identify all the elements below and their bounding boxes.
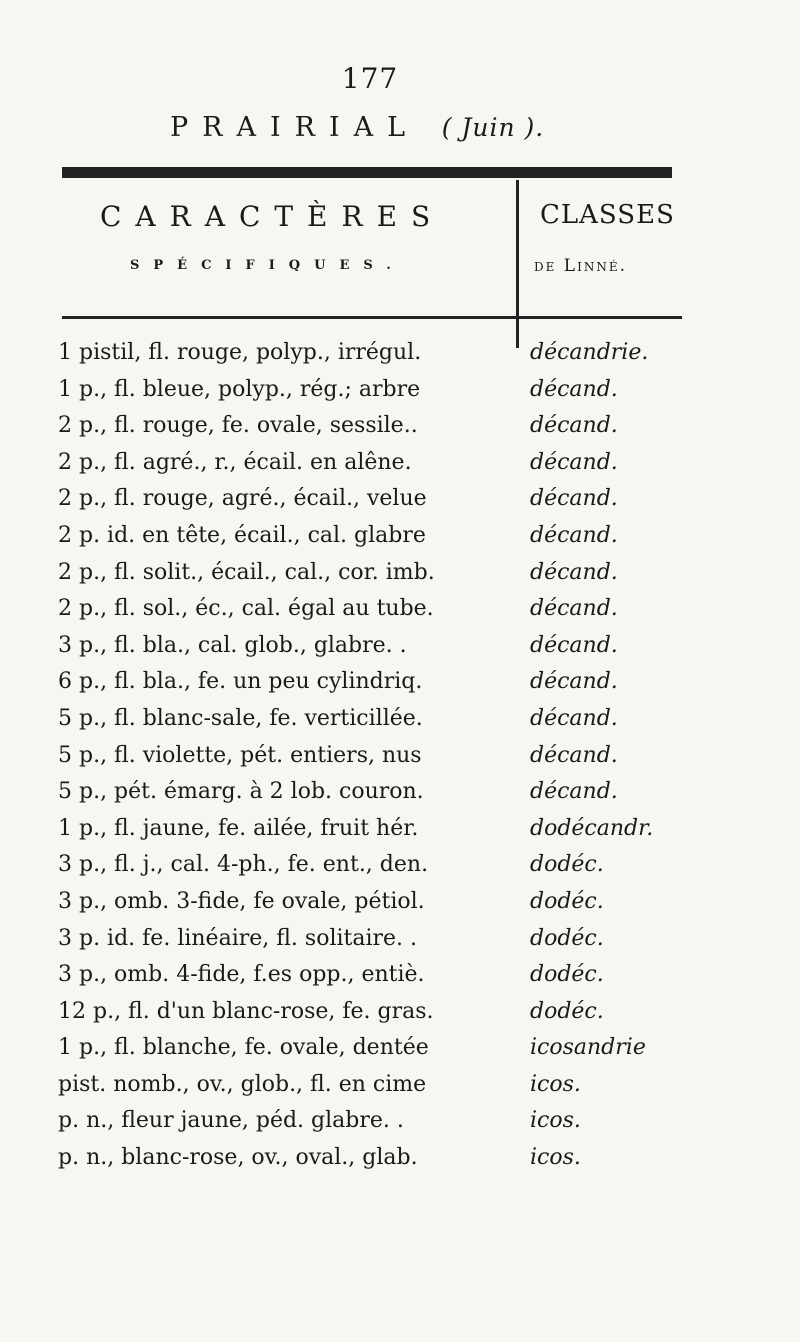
linnaean-class: décand. (530, 559, 618, 585)
list-item (58, 957, 698, 994)
entries-list (58, 335, 698, 1177)
linnaean-class: décand. (530, 742, 618, 768)
specific-character: 5 p., fl. violette, pét. entiers, nus (58, 742, 422, 768)
specific-character: 3 p. id. fe. linéaire, fl. solitaire. . (58, 925, 418, 951)
linnaean-class: décand. (530, 705, 618, 731)
header-classes: CLASSES (540, 200, 675, 230)
specific-character: 6 p., fl. bla., fe. un peu cylindriq. (58, 669, 423, 695)
month-gregorian: ( Juin ). (441, 113, 545, 142)
linnaean-class: icos. (530, 1145, 581, 1171)
specific-character: p. n., fleur jaune, péd. glabre. . (58, 1108, 404, 1134)
specific-character: pist. nomb., ov., glob., fl. en cime (58, 1071, 427, 1097)
linnaean-class: décandrie. (530, 340, 649, 365)
list-item (58, 738, 698, 775)
list-item (58, 555, 698, 592)
month-republican: PRAIRIAL (170, 112, 420, 143)
list-item (58, 372, 698, 409)
list-item (58, 811, 698, 848)
thick-rule (62, 167, 672, 178)
page-number: 177 (341, 62, 399, 95)
list-item (58, 884, 698, 921)
linnaean-class: décand. (530, 486, 618, 512)
list-item (58, 774, 698, 811)
specific-character: 3 p., omb. 4-fide, f.es opp., entiè. (58, 962, 425, 988)
linnaean-class: décand. (530, 669, 618, 695)
list-item (58, 591, 698, 628)
header-specifiques: SPÉCIFIQUES. (130, 258, 405, 273)
linnaean-class: décand. (530, 596, 618, 622)
list-item (58, 335, 698, 372)
list-item (58, 701, 698, 738)
linnaean-class: décand. (530, 376, 618, 402)
linnaean-class: icos. (530, 1108, 581, 1134)
specific-character: 2 p., fl. agré., r., écail. en alêne. (58, 449, 412, 475)
specific-character: 3 p., fl. j., cal. 4-ph., fe. ent., den. (58, 852, 429, 878)
list-item (58, 481, 698, 518)
specific-character: 2 p., fl. rouge, agré., écail., velue (58, 486, 427, 512)
specific-character: p. n., blanc-rose, ov., oval., glab. (58, 1145, 418, 1171)
linnaean-class: icosandrie (530, 1035, 646, 1061)
list-item (58, 664, 698, 701)
specific-character: 12 p., fl. d'un blanc-rose, fe. gras. (58, 998, 434, 1024)
specific-character: 2 p., fl. solit., écail., cal., cor. imb. (58, 559, 435, 585)
specific-character: 3 p., omb. 3-fide, fe ovale, pétiol. (58, 888, 425, 914)
list-item (58, 921, 698, 958)
list-item (58, 408, 698, 445)
linnaean-class: dodéc. (530, 998, 604, 1024)
linnaean-class: décand. (530, 779, 618, 805)
linnaean-class: dodéc. (530, 962, 604, 988)
linnaean-class: dodéc. (530, 925, 604, 951)
column-divider (516, 180, 519, 348)
linnaean-class: dodécandr. (530, 815, 654, 841)
list-item (58, 847, 698, 884)
list-item (58, 445, 698, 482)
list-item (58, 1030, 698, 1067)
specific-character: 5 p., pét. émarg. à 2 lob. couron. (58, 779, 424, 805)
specific-character: 1 p., fl. bleue, polyp., rég.; arbre (58, 376, 421, 402)
list-item (58, 628, 698, 665)
linnaean-class: décand. (530, 632, 618, 658)
linnaean-class: dodéc. (530, 888, 604, 914)
linnaean-class: décand. (530, 413, 618, 439)
specific-character: 2 p., fl. rouge, fe. ovale, sessile.. (58, 413, 418, 439)
list-item (58, 1140, 698, 1177)
header-de-linne: de Linné. (534, 256, 627, 276)
list-item (58, 518, 698, 555)
specific-character: 1 p., fl. blanche, fe. ovale, dentée (58, 1035, 429, 1061)
linnaean-class: décand. (530, 522, 618, 548)
specific-character: 2 p., fl. sol., éc., cal. égal au tube. (58, 596, 434, 622)
header-caracteres: CARACTÈRES (100, 200, 445, 233)
list-item (58, 1067, 698, 1104)
thin-rule (62, 316, 682, 319)
linnaean-class: icos. (530, 1071, 581, 1097)
linnaean-class: dodéc. (530, 852, 604, 878)
list-item (58, 994, 698, 1031)
specific-character: 3 p., fl. bla., cal. glob., glabre. . (58, 632, 407, 658)
specific-character: 1 p., fl. jaune, fe. ailée, fruit hér. (58, 815, 419, 841)
list-item (58, 1103, 698, 1140)
linnaean-class: décand. (530, 449, 618, 475)
running-head (170, 112, 690, 143)
specific-character: 5 p., fl. blanc-sale, fe. verticillée. (58, 705, 423, 731)
specific-character: 1 pistil, fl. rouge, polyp., irrégul. (58, 340, 422, 365)
specific-character: 2 p. id. en tête, écail., cal. glabre (58, 522, 426, 548)
